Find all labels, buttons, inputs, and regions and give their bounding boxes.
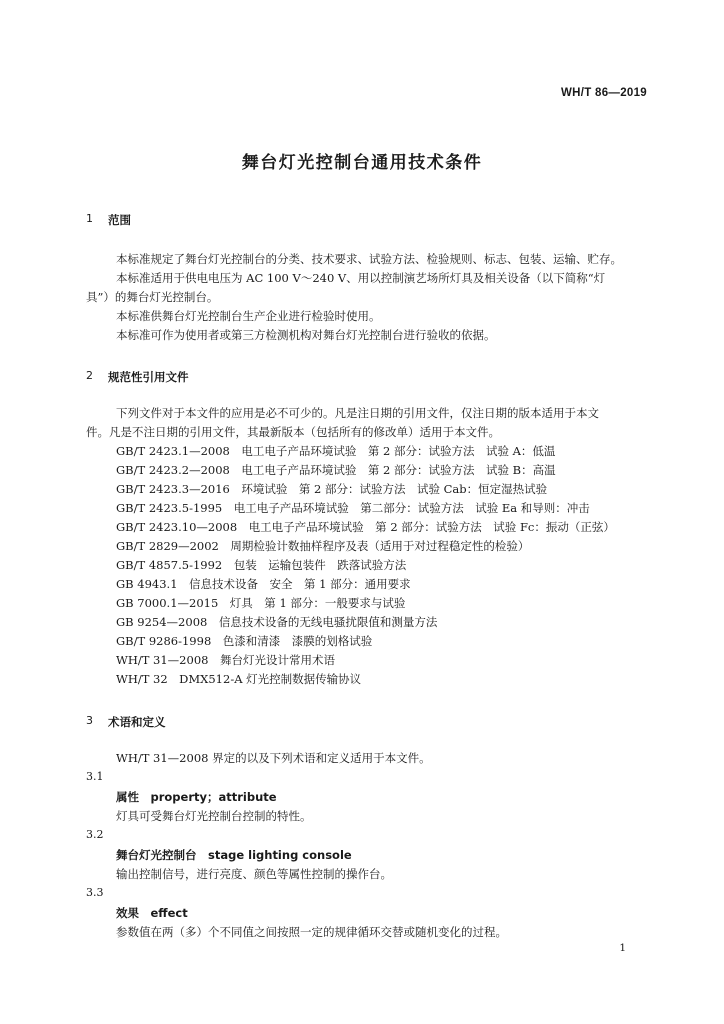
section-2-heading: 规范性引用文件 xyxy=(108,370,189,384)
section-2-intro: 下列文件对于本文件的应用是必不可少的。凡是注日期的引用文件，仅注日期的版本适用于本文 xyxy=(116,406,599,420)
reference-item: GB/T 2423.5-1995 电工电子产品环境试验 第二部分：试验方法 试验 Ea 和导则：冲击 xyxy=(116,501,590,515)
document-title: 舞台灯光控制台通用技术条件 xyxy=(241,153,483,173)
reference-item: GB/T 9286-1998 色漆和清漆 漆膜的划格试验 xyxy=(116,634,373,648)
page-number: 1 xyxy=(619,942,626,954)
reference-item: GB/T 2829—2002 周期检验计数抽样程序及表（适用于对过程稳定性的检验） xyxy=(116,539,530,553)
term-definition: 输出控制信号，进行亮度、颜色等属性控制的操作台。 xyxy=(116,867,392,881)
term-definition: 参数值在两（多）个不同值之间按照一定的规律循环交替或随机变化的过程。 xyxy=(116,925,507,939)
section-3-number: 3 xyxy=(86,714,93,727)
section-1-paragraph: 本标准规定了舞台灯光控制台的分类、技术要求、试验方法、检验规则、标志、包装、运输、贮存。 xyxy=(116,252,622,266)
reference-list xyxy=(116,442,615,689)
reference-item: GB/T 2423.10—2008 电工电子产品环境试验 第 2 部分：试验方法 试验 Fc：振动（正弦） xyxy=(116,520,615,534)
term-number: 3.3 xyxy=(86,886,104,899)
term-number: 3.1 xyxy=(86,770,104,783)
section-2-intro: 件。凡是不注日期的引用文件，其最新版本（包括所有的修改单）适用于本文件。 xyxy=(86,425,500,439)
reference-item: WH/T 31—2008 舞台灯光设计常用术语 xyxy=(116,653,335,667)
section-3-intro: WH/T 31—2008 界定的以及下列术语和定义适用于本文件。 xyxy=(116,751,431,765)
term-number: 3.2 xyxy=(86,828,104,841)
reference-item: GB 9254—2008 信息技术设备的无线电骚扰限值和测量方法 xyxy=(116,615,438,629)
section-1-number: 1 xyxy=(86,212,93,225)
reference-item: GB/T 4857.5-1992 包装 运输包装件 跌落试验方法 xyxy=(116,558,407,572)
section-1-heading: 范围 xyxy=(108,213,131,227)
section-2-number: 2 xyxy=(86,369,93,382)
reference-item: WH/T 32 DMX512-A 灯光控制数据传输协议 xyxy=(116,672,362,686)
term-definition: 灯具可受舞台灯光控制台控制的特性。 xyxy=(116,809,312,823)
term-title: 舞台灯光控制台 stage lighting console xyxy=(116,848,352,862)
section-3-heading: 术语和定义 xyxy=(108,715,166,729)
section-1-paragraph: 本标准可作为使用者或第三方检测机构对舞台灯光控制台进行验收的依据。 xyxy=(116,328,496,342)
reference-item: GB/T 2423.3—2016 环境试验 第 2 部分：试验方法 试验 Cab：恒定湿热试验 xyxy=(116,482,548,496)
section-1-paragraph: 本标准供舞台灯光控制台生产企业进行检验时使用。 xyxy=(116,309,381,323)
reference-item: GB 7000.1—2015 灯具 第 1 部分：一般要求与试验 xyxy=(116,596,406,610)
section-1-paragraph: 具”）的舞台灯光控制台。 xyxy=(86,290,219,304)
reference-item: GB/T 2423.1—2008 电工电子产品环境试验 第 2 部分：试验方法 试验 A：低温 xyxy=(116,444,556,458)
term-title: 属性 property；attribute xyxy=(116,790,277,804)
reference-item: GB 4943.1 信息技术设备 安全 第 1 部分：通用要求 xyxy=(116,577,411,591)
term-title: 效果 effect xyxy=(116,906,188,920)
reference-item: GB/T 2423.2—2008 电工电子产品环境试验 第 2 部分：试验方法 试验 B：高温 xyxy=(116,463,556,477)
section-1-paragraph: 本标准适用于供电电压为 AC 100 V～240 V、用以控制演艺场所灯具及相关设备（以下简称“灯 xyxy=(116,271,606,285)
standard-number: WH/T 86—2019 xyxy=(560,87,647,99)
